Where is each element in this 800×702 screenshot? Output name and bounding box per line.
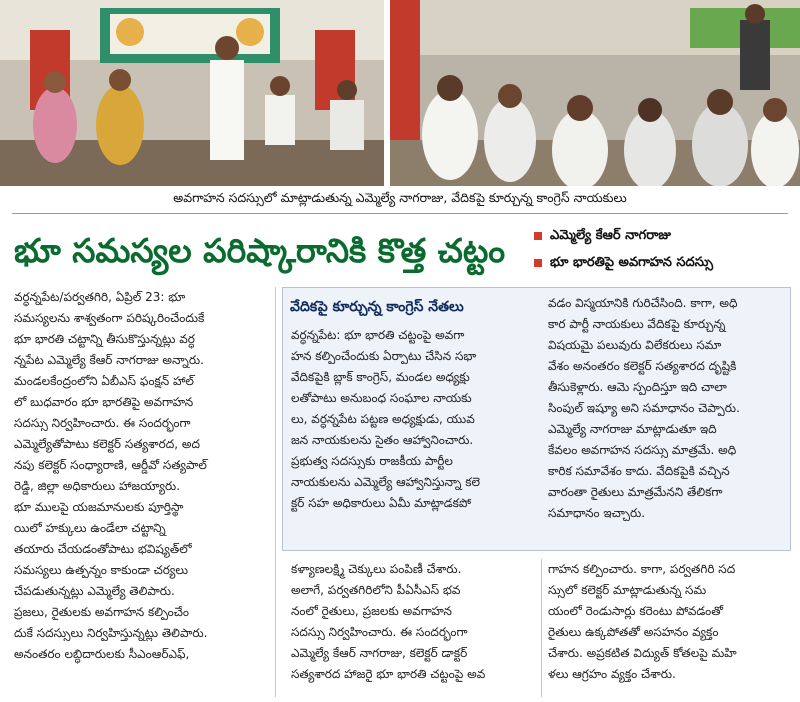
photo-leaders-on-stage bbox=[390, 0, 800, 186]
article-headline: భూ సమస్యల పరిష్కారానికి కొత్త చట్టం bbox=[14, 231, 506, 270]
sidebar-column-1: వర్ధన్నపేట: భూ భారతి చట్టంపై అవగా హన కల్పించేందుకు ఏర్పాటు చేసిన సభా వేదికపైకి బ్లాక్ కాంగ్రెస్, మండల అధ్యక్షు లతోపాటు అనుబంధ సంఘాల నాయకు లు, వర్ధన్నపేట పట్టణ అధ్యక్షుడు, యువ జన నాయకులను సైతం ఆహ్వానించారు. ప్రభుత్వ సదస్సుకు రాజకీయ పార్టీల నాయకులను ఎమ్మెల్యే ఆహ్వానిస్తున్నా కలె క్టర్ సహ అధికారులు ఏమీ మాట్లాడకపో bbox=[291, 328, 480, 510]
article-column-3: గాహన కల్పించారు. కాగా, పర్వతగిరి సద స్సులో కలెక్టర్ మాట్లాడుతున్న సమ యంలో రెండుసార్లు కరెంటు పోవడంతో రైతులు ఉక్కపోతతో అసహనం వ్యక్తం చేశారు. అప్రకటిత విద్యుత్ కోతలపై మహి ళలు ఆగ్రహం వ్యక్తం చేశారు. bbox=[548, 562, 737, 681]
column-divider bbox=[541, 559, 542, 697]
sidebar-subhead: వేదికపై కూర్చున్న కాంగ్రెస్ నేతలు bbox=[290, 299, 464, 315]
photo-mla-speaking bbox=[0, 0, 384, 186]
headline-bullets bbox=[534, 222, 794, 276]
bullet-item: భూ భారతిపై అవగాహన సదస్సు bbox=[534, 249, 794, 276]
photo-caption: అవగాహన సదస్సులో మాట్లాడుతున్న ఎమ్మెల్యే నాగరాజు, వేదికపై కూర్చున్న కాంగ్రెస్ నాయకులు bbox=[173, 190, 627, 205]
photo-strip bbox=[0, 0, 800, 186]
square-bullet-icon bbox=[534, 259, 542, 267]
square-bullet-icon bbox=[534, 232, 542, 240]
bullet-item: ఎమ్మెల్యే కేఆర్ నాగరాజు bbox=[534, 222, 794, 249]
caption-rule bbox=[12, 213, 788, 214]
article-column-2: కళ్యాణలక్ష్మి చెక్కులు పంపిణీ చేశారు. అలాగే, పర్వతగిరిలోని పీఏసీఎస్ భవ నంలో రైతులు, ప్రజలకు అవగాహన సదస్సు నిర్వహించారు. ఈ సందర్భంగా ఎమ్మెల్యే కేఆర్ నాగరాజు, కలెక్టర్ డాక్టర్ సత్యశారద హాజరై భూ భారతి చట్టంపై అవ bbox=[291, 562, 486, 681]
article-column-1: వర్ధన్నపేట/పర్వతగిరి, ఏప్రిల్ 23: భూ సమస్యలను శాశ్వతంగా పరిష్కరించేందుకే భూ భారతి చట్టాన్ని తీసుకొస్తున్నట్లు వర్ధ న్నపేట ఎమ్మెల్యే కేఆర్ నాగరాజు అన్నారు. మండలకేంద్రంలోని ఏబీఎస్ ఫంక్షన్ హాల్ లో బుధవారం భూ భారతిపై అవగాహన సదస్సు నిర్వహించారు. ఈ సందర్భంగా ఎమ్మెల్యేతోపాటు కలెక్టర్ సత్యశారద, అద నపు కలెక్టర్ సంధ్యారాణి, ఆర్డీవో సత్యపాల్ రెడ్డి, జిల్లా అధికారులు హాజయ్యారు. భూ ములపై యజమానులకు పూర్తిస్థా యిలో హక్కులు ఉండేలా చట్టాన్ని తయారు చేయడంతోపాటు భవిష్యత్‌లో సమస్యలు ఉత్పన్నం కాకుండా చర్యలు చేపడుతున్నట్లు ఎమ్మెల్యే తెలిపారు. ప్రజలు, రైతులకు అవగాహన కల్పించేం దుకే సదస్సులు నిర్వహిస్తున్నట్లు తెలిపారు. అనంతరం లబ్ధిదారులకు సీఎంఆర్ఎఫ్, bbox=[14, 290, 208, 661]
sidebar-column-2: వడం విస్మయానికి గురిచేసింది. కాగా, అధి కార పార్టీ నాయకులు వేదికపై కూర్చున్న విషయమై పలువురు విలేకరులు సమా వేశం అనంతరం కలెక్టర్ సత్యశారద దృష్టికి తీసుకెళ్లారు. ఆమె స్పందిస్తూ ఇది చాలా సింపుల్ ఇష్యూ అని సమాధానం చెప్పారు. ఎమ్మెల్యే నాగరాజు మాట్లాడుతూ ఇది కేవలం అవగాహన సదస్సు మాత్రమే. అధి కారిక సమావేశం కాదు. వేదికపైకి వచ్చిన వారంతా రైతులు మాత్రమేనని తేలికగా సమాధానం ఇచ్చారు. bbox=[548, 296, 740, 520]
column-divider bbox=[275, 287, 276, 697]
